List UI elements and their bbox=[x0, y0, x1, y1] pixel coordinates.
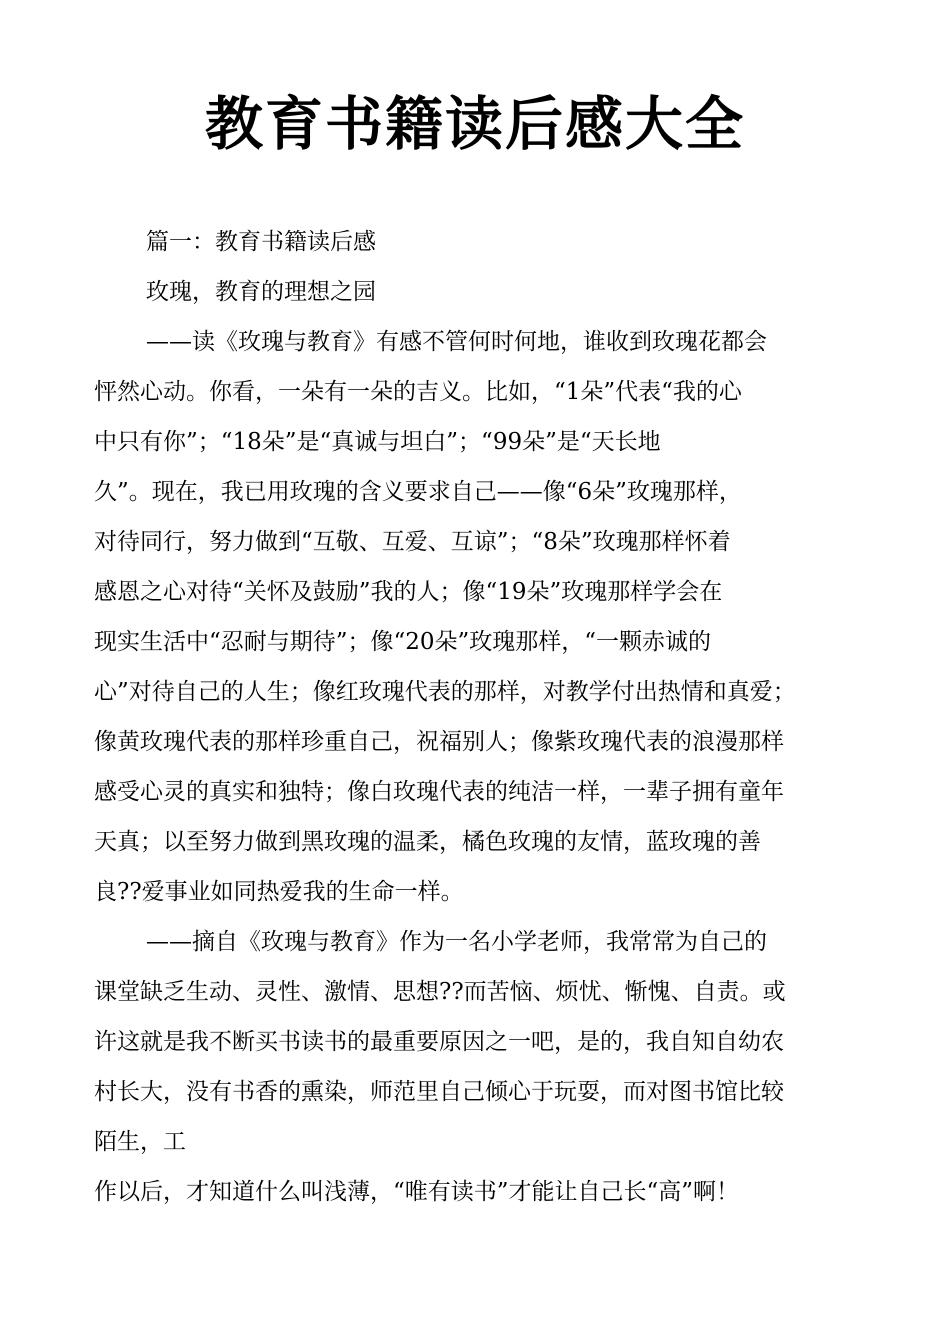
article-title: 玫瑰，教育的理想之园 bbox=[146, 279, 376, 305]
paragraph-line: 现实生活中“忍耐与期待”；像“20朵”玫瑰那样，“一颗赤诚的 bbox=[94, 629, 712, 655]
paragraph-line: ——读《玫瑰与教育》有感不管何时何地，谁收到玫瑰花都会 bbox=[146, 329, 767, 355]
paragraph-line: 陌生，工 bbox=[94, 1129, 186, 1155]
paragraph-line: 良??爱事业如同热爱我的生命一样。 bbox=[94, 879, 464, 905]
paragraph-line: 感恩之心对待“关怀及鼓励”我的人；像“19朵”玫瑰那样学会在 bbox=[94, 579, 723, 605]
paragraph-line: 村长大，没有书香的熏染，师范里自己倾心于玩耍，而对图书馆比较 bbox=[94, 1079, 784, 1105]
paragraph-line: 对待同行，努力做到“互敬、互爱、互谅”；“8朵”玫瑰那样怀着 bbox=[94, 529, 731, 555]
section-heading: 篇一：教育书籍读后感 bbox=[146, 229, 376, 255]
paragraph-line: 天真；以至努力做到黑玫瑰的温柔，橘色玫瑰的友情，蓝玫瑰的善 bbox=[94, 829, 761, 855]
paragraph-line: 怦然心动。你看，一朵有一朵的吉义。比如，“1朵”代表“我的心 bbox=[94, 379, 742, 405]
paragraph-line: 中只有你”；“18朵”是“真诚与坦白”；“99朵”是“天长地 bbox=[94, 429, 661, 455]
paragraph-line: 课堂缺乏生动、灵性、激情、思想??而苦恼、烦忧、惭愧、自责。或 bbox=[94, 979, 786, 1005]
paragraph-line: 许这就是我不断买书读书的最重要原因之一吧，是的，我自知自幼农 bbox=[94, 1029, 784, 1055]
paragraph-line: 像黄玫瑰代表的那样珍重自己，祝福别人；像紫玫瑰代表的浪漫那样 bbox=[94, 729, 784, 755]
paragraph-line: 久”。现在，我已用玫瑰的含义要求自己——像“6朵”玫瑰那样， bbox=[94, 479, 742, 505]
paragraph-line: 作以后，才知道什么叫浅薄，“唯有读书”才能让自己长“高”啊！ bbox=[94, 1179, 740, 1205]
document-title: 教育书籍读后感大全 bbox=[204, 90, 745, 158]
paragraph-line: 心”对待自己的人生；像红玫瑰代表的那样，对教学付出热情和真爱； bbox=[94, 679, 796, 705]
paragraph-line: ——摘自《玫瑰与教育》作为一名小学老师，我常常为自己的 bbox=[146, 929, 767, 955]
paragraph-line: 感受心灵的真实和独特；像白玫瑰代表的纯洁一样，一辈子拥有童年 bbox=[94, 779, 784, 805]
